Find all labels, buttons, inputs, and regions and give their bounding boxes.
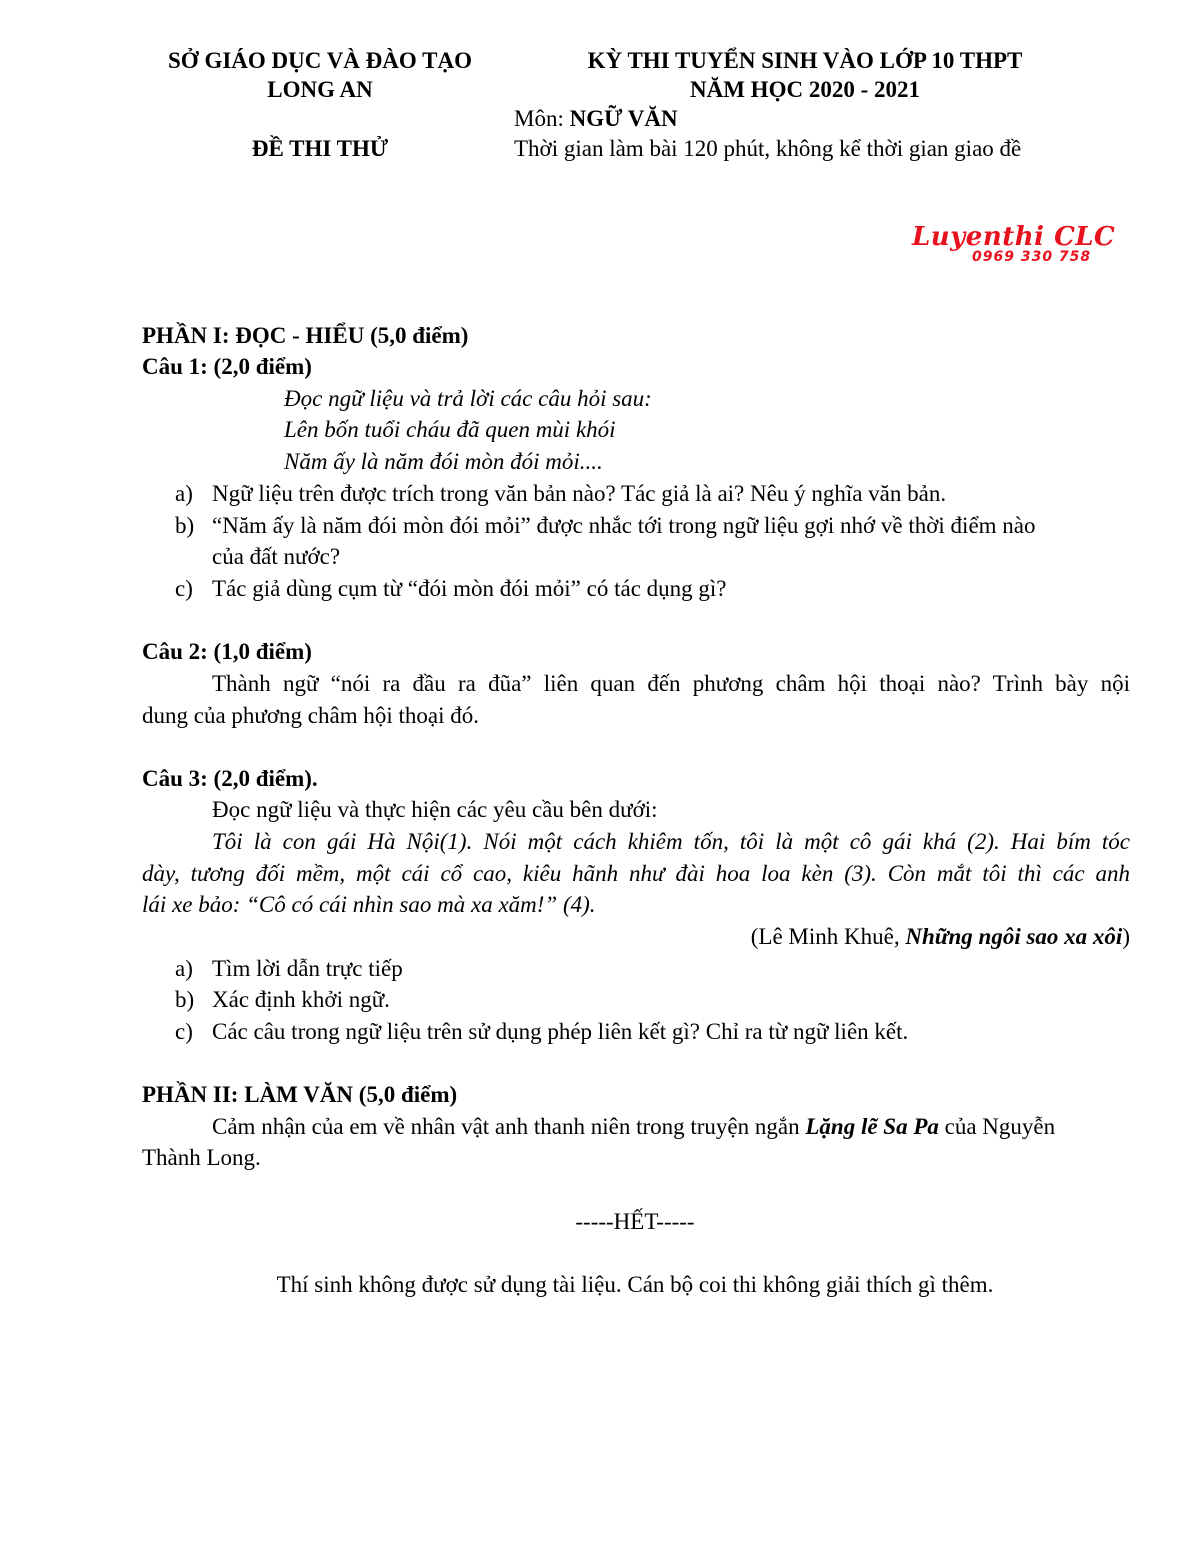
- q1-item-b-label: b): [175, 513, 195, 538]
- q1-item-b-text: “Năm ấy là năm đói mòn đói mỏi” được nhắc tới trong ngữ liệu gợi nhớ về thời điểm nào: [212, 513, 1036, 538]
- q3-source-suffix: ): [1122, 924, 1130, 949]
- q3-item-b-label: b): [175, 987, 195, 1012]
- q1-verse-2: Năm ấy là năm đói mòn đói mỏi....: [284, 449, 603, 474]
- q1-item-c: [175, 573, 727, 604]
- part2-text-suffix: của Nguyễn: [938, 1114, 1056, 1139]
- luyenthi-logo: [912, 222, 1116, 265]
- q2-text-line-1: Thành ngữ “nói ra đầu ra đũa” liên quan đến phương châm hội thoại nào? Trình bày nội: [212, 671, 1130, 696]
- time-allowed: Thời gian làm bài 120 phút, không kể thời gian giao đề: [514, 136, 1022, 161]
- q1-item-b-text-cont: của đất nước?: [212, 544, 341, 569]
- q3-item-a-text: Tìm lời dẫn trực tiếp: [212, 956, 403, 981]
- q3-item-a: [175, 953, 403, 984]
- q1-verse-1: Lên bốn tuổi cháu đã quen mùi khói: [284, 417, 616, 442]
- part2-text-line-1: [212, 1111, 1055, 1142]
- logo-phone: 0969 330 758: [972, 249, 1092, 265]
- logo-name: Luyenthi CLC: [912, 222, 1116, 252]
- q3-source: [751, 921, 1130, 952]
- q3-passage-line-1: Tôi là con gái Hà Nội(1). Nói một cách khiêm tốn, tôi là một cô gái khá (2). Hai bím tóc: [212, 829, 1130, 854]
- q1-item-c-label: c): [175, 576, 193, 601]
- department-name: SỞ GIÁO DỤC VÀ ĐÀO TẠO: [168, 48, 472, 73]
- q2-text-line-2: dung của phương châm hội thoại đó.: [142, 703, 479, 728]
- q1-intro: Đọc ngữ liệu và trả lời các câu hỏi sau:: [284, 386, 652, 411]
- q3-item-c-text: Các câu trong ngữ liệu trên sử dụng phép liên kết gì? Chỉ ra từ ngữ liên kết.: [212, 1019, 909, 1044]
- part2-work-title: Lặng lẽ Sa Pa: [805, 1114, 939, 1139]
- subject-prefix: Môn:: [514, 106, 570, 131]
- q3-source-prefix: (Lê Minh Khuê,: [750, 924, 906, 949]
- exam-title: KỲ THI TUYỂN SINH VÀO LỚP 10 THPT: [587, 48, 1023, 73]
- q1-item-a-text: Ngữ liệu trên được trích trong văn bản nào? Tác giả là ai? Nêu ý nghĩa văn bản.: [212, 481, 947, 506]
- school-year: NĂM HỌC 2020 - 2021: [690, 77, 920, 102]
- province-name: LONG AN: [267, 77, 373, 102]
- subject-line: [514, 103, 678, 134]
- q1-item-b: [175, 510, 1036, 541]
- q3-item-c-label: c): [175, 1019, 193, 1044]
- q3-source-title: Những ngôi sao xa xôi: [905, 924, 1123, 949]
- part2-title: PHẦN II: LÀM VĂN (5,0 điểm): [142, 1082, 458, 1107]
- q3-passage-line-2: dày, tương đối mềm, một cái cổ cao, kiêu hãnh như đài hoa loa kèn (3). Còn mắt tôi thì các anh: [142, 861, 1130, 886]
- q3-item-b-text: Xác định khởi ngữ.: [212, 987, 390, 1012]
- q3-title: Câu 3: (2,0 điểm).: [142, 766, 318, 791]
- q3-item-a-label: a): [175, 956, 193, 981]
- q3-item-b: [175, 984, 390, 1015]
- q1-item-a: [175, 478, 946, 509]
- part2-text-line-2: Thành Long.: [142, 1145, 261, 1170]
- footer-note: Thí sinh không được sử dụng tài liệu. Cán bộ coi thi không giải thích gì thêm.: [276, 1272, 994, 1297]
- subject-name: NGỮ VĂN: [569, 106, 678, 131]
- q1-item-a-label: a): [175, 481, 193, 506]
- q3-passage-line-3: lái xe bảo: “Cô có cái nhìn sao mà xa xăm!” (4).: [142, 892, 596, 917]
- q3-intro: Đọc ngữ liệu và thực hiện các yêu cầu bên dưới:: [212, 797, 658, 822]
- q2-title: Câu 2: (1,0 điểm): [142, 639, 312, 664]
- part1-title: PHẦN I: ĐỌC - HIỂU (5,0 điểm): [142, 323, 469, 348]
- end-mark: -----HẾT-----: [575, 1209, 695, 1234]
- q1-item-c-text: Tác giả dùng cụm từ “đói mòn đói mỏi” có tác dụng gì?: [212, 576, 727, 601]
- part2-text-prefix: Cảm nhận của em về nhân vật anh thanh niên trong truyện ngắn: [212, 1114, 806, 1139]
- q3-item-c: [175, 1016, 908, 1047]
- exam-type-label: ĐỀ THI THỬ: [251, 136, 389, 161]
- q1-title: Câu 1: (2,0 điểm): [142, 354, 312, 379]
